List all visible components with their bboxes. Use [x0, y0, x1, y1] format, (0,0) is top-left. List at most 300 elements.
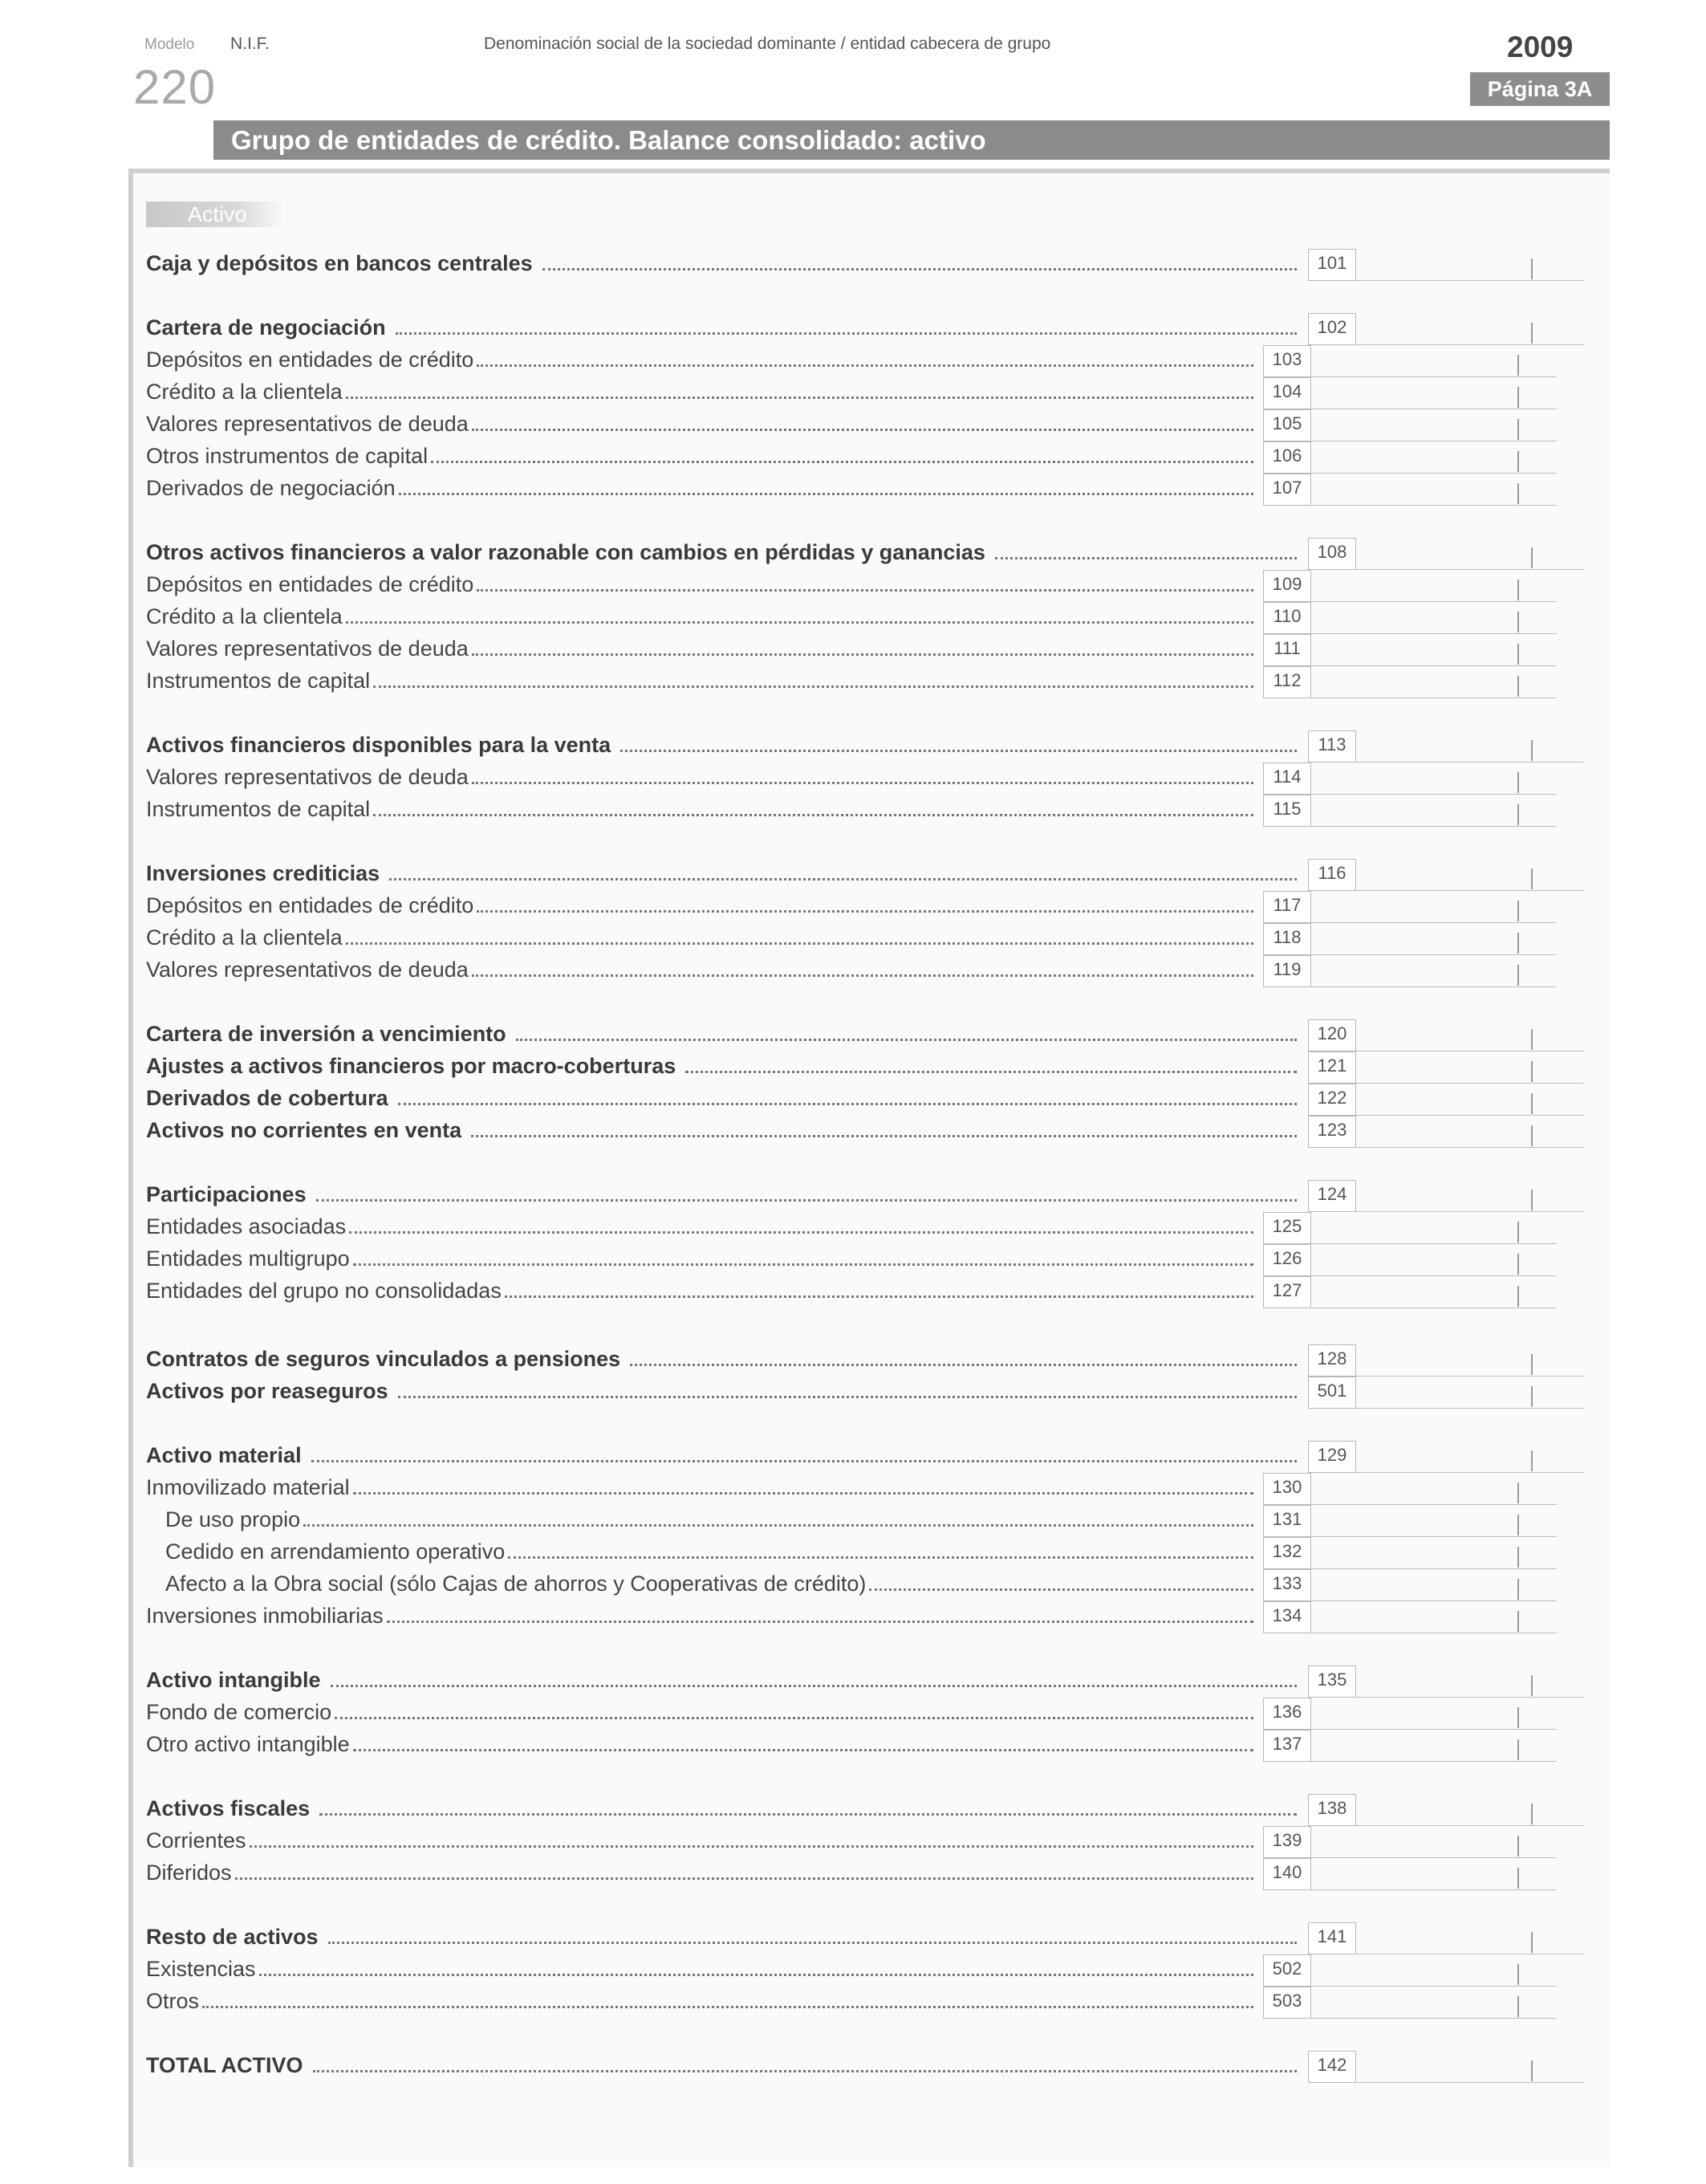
amount-field[interactable]: [1263, 955, 1302, 987]
amount-input-line[interactable]: [1355, 1376, 1584, 1377]
field-code: 106: [1263, 441, 1311, 474]
row-label: Resto de activos: [146, 1925, 319, 1949]
decimal-separator-mark: [1517, 772, 1519, 793]
row-label: Cedido en arrendamiento operativo: [165, 1539, 506, 1564]
field-code: 134: [1263, 1601, 1311, 1633]
amount-input-line[interactable]: [1310, 1761, 1557, 1762]
field-code: 120: [1308, 1019, 1356, 1051]
decimal-separator-mark: [1531, 1061, 1533, 1082]
row-label: Cartera de negociación: [146, 315, 386, 340]
modelo-label: Modelo: [144, 36, 195, 53]
row-label: Valores representativos de deuda: [146, 958, 469, 982]
row-label-wrap: [146, 1347, 1297, 1372]
row-label: Entidades asociadas: [146, 1214, 347, 1238]
row-label: Inversiones inmobiliarias: [146, 1604, 384, 1628]
decimal-separator-mark: [1517, 933, 1519, 954]
row-label-wrap: [146, 476, 1253, 501]
dot-leader: [316, 1199, 1297, 1202]
row-label: Depósitos en entidades de crédito: [146, 348, 474, 372]
amount-input-line[interactable]: [1355, 1697, 1584, 1698]
row-label-wrap: [146, 1247, 1253, 1271]
dot-leader: [431, 461, 1253, 463]
dot-leader: [508, 1556, 1253, 1559]
amount-field[interactable]: [1263, 345, 1302, 377]
dot-leader: [516, 1039, 1297, 1041]
amount-field[interactable]: [1263, 795, 1302, 827]
panel-top-border: [128, 169, 1610, 173]
row-label-wrap: [146, 444, 1253, 469]
row-label: TOTAL ACTIVO: [146, 2053, 303, 2077]
decimal-separator-mark: [1517, 1964, 1519, 1985]
amount-field[interactable]: [1263, 1244, 1302, 1276]
row-label: Depósitos en entidades de crédito: [146, 572, 474, 596]
field-code: 116: [1308, 859, 1356, 891]
field-code: 130: [1263, 1473, 1311, 1505]
amount-field[interactable]: [1308, 859, 1347, 891]
amount-field[interactable]: [1308, 1019, 1347, 1051]
amount-input-line[interactable]: [1310, 1857, 1557, 1858]
field-code: 124: [1308, 1180, 1356, 1212]
amount-field[interactable]: [1263, 634, 1301, 666]
field-code: 133: [1263, 1569, 1311, 1601]
decimal-separator-mark: [1517, 1836, 1519, 1857]
row-label: Cartera de inversión a vencimiento: [146, 1022, 506, 1046]
field-code: 123: [1308, 1116, 1356, 1148]
amount-input-line[interactable]: [1310, 954, 1557, 955]
amount-field[interactable]: [1263, 409, 1302, 441]
amount-field[interactable]: [1263, 1473, 1302, 1505]
row-label-wrap: [146, 412, 1253, 437]
field-code: 101: [1308, 249, 1356, 281]
row-label-wrap: [146, 572, 1253, 597]
amount-field[interactable]: [1263, 602, 1302, 634]
row-label-wrap: [146, 765, 1253, 790]
amount-field[interactable]: [1263, 1537, 1302, 1569]
dot-leader: [389, 878, 1297, 881]
amount-field[interactable]: [1263, 1987, 1302, 2019]
field-code: 109: [1263, 570, 1311, 602]
amount-input-line[interactable]: [1355, 1825, 1584, 1826]
amount-input-line[interactable]: [1310, 505, 1557, 506]
dot-leader: [311, 1460, 1297, 1462]
amount-input-line[interactable]: [1310, 1504, 1557, 1505]
row-label: Derivados de negociación: [146, 476, 396, 500]
page-title: Grupo de entidades de crédito. Balance consolidado: activo: [213, 120, 1610, 160]
field-code: 105: [1263, 409, 1311, 441]
field-code: 112: [1263, 666, 1311, 698]
field-code: 113: [1308, 730, 1356, 763]
row-label-wrap: [146, 1214, 1253, 1239]
amount-input-line[interactable]: [1355, 280, 1584, 281]
amount-field[interactable]: [1308, 249, 1347, 281]
amount-field[interactable]: [1263, 1212, 1302, 1244]
amount-input-line[interactable]: [1355, 1083, 1584, 1084]
dot-leader: [349, 1231, 1253, 1234]
row-label-wrap: [146, 1475, 1253, 1500]
decimal-separator-mark: [1531, 1190, 1533, 1210]
field-code: 503: [1263, 1987, 1311, 2019]
decimal-separator-mark: [1531, 1354, 1533, 1375]
decimal-separator-mark: [1531, 1029, 1533, 1050]
dot-leader: [202, 2006, 1253, 2008]
dot-leader: [542, 268, 1297, 270]
amount-input-line[interactable]: [1355, 1472, 1584, 1473]
decimal-separator-mark: [1531, 1450, 1533, 1471]
amount-input-line[interactable]: [1310, 794, 1557, 795]
dot-leader: [353, 1263, 1253, 1266]
dot-leader: [346, 621, 1253, 624]
field-code: 102: [1308, 313, 1356, 345]
row-label: Derivados de cobertura: [146, 1086, 388, 1110]
amount-input-line[interactable]: [1310, 633, 1557, 634]
dot-leader: [346, 397, 1253, 399]
field-code: 138: [1308, 1794, 1356, 1826]
decimal-separator-mark: [1517, 387, 1519, 408]
amount-input-line[interactable]: [1310, 473, 1557, 474]
amount-input-line[interactable]: [1355, 569, 1584, 570]
dot-leader: [398, 1103, 1297, 1105]
amount-field[interactable]: [1308, 1665, 1347, 1698]
row-label-wrap: [146, 1086, 1297, 1111]
amount-field[interactable]: [1308, 538, 1347, 570]
row-label-wrap: [146, 1507, 1253, 1532]
nif-label: N.I.F.: [230, 35, 270, 53]
dot-leader: [259, 1974, 1253, 1976]
row-label: Activo material: [146, 1443, 302, 1467]
field-code: 127: [1263, 1276, 1311, 1308]
decimal-separator-mark: [1531, 1386, 1533, 1407]
row-label: Fondo de comercio: [146, 1700, 332, 1724]
row-label: Inversiones crediticias: [146, 861, 380, 885]
row-label-wrap: [146, 1732, 1253, 1757]
amount-input-line[interactable]: [1355, 1211, 1584, 1212]
row-label-wrap: [146, 1118, 1297, 1143]
row-label-wrap: [146, 1279, 1253, 1303]
row-label-wrap: [146, 1925, 1297, 1950]
amount-input-line[interactable]: [1355, 2082, 1584, 2083]
field-code: 139: [1263, 1826, 1311, 1858]
amount-field[interactable]: [1308, 1116, 1347, 1148]
decimal-separator-mark: [1531, 323, 1533, 344]
amount-input-line[interactable]: [1310, 1986, 1557, 1987]
decimal-separator-mark: [1531, 258, 1533, 279]
amount-field[interactable]: [1308, 730, 1347, 763]
field-code: 108: [1308, 538, 1356, 570]
row-label-wrap: [146, 251, 1297, 276]
amount-field[interactable]: [1263, 1954, 1302, 1987]
row-label: Activos no corrientes en venta: [146, 1118, 462, 1142]
row-label: Activo intangible: [146, 1668, 321, 1692]
dot-leader: [398, 1396, 1297, 1398]
field-code: 115: [1263, 795, 1311, 827]
amount-input-line[interactable]: [1310, 1243, 1557, 1244]
amount-input-line[interactable]: [1310, 1568, 1557, 1569]
decimal-separator-mark: [1517, 1482, 1519, 1503]
field-code: 137: [1263, 1730, 1311, 1762]
decimal-separator-mark: [1517, 483, 1519, 504]
amount-field[interactable]: [1263, 1601, 1302, 1633]
amount-field[interactable]: [1263, 1276, 1302, 1308]
amount-field[interactable]: [1263, 1698, 1302, 1730]
amount-input-line[interactable]: [1310, 922, 1557, 923]
row-label-wrap: [146, 1989, 1253, 2014]
row-label-wrap: [146, 733, 1297, 758]
row-label: Depósitos en entidades de crédito: [146, 893, 474, 917]
dot-leader: [303, 1524, 1253, 1527]
amount-input-line[interactable]: [1310, 601, 1557, 602]
amount-field[interactable]: [1263, 923, 1302, 955]
amount-input-line[interactable]: [1310, 826, 1557, 827]
field-code: 501: [1308, 1377, 1356, 1409]
amount-field[interactable]: [1308, 1922, 1347, 1954]
amount-input-line[interactable]: [1310, 376, 1557, 377]
field-code: 136: [1263, 1698, 1311, 1730]
decimal-separator-mark: [1531, 547, 1533, 568]
field-code: 129: [1308, 1441, 1356, 1473]
amount-field[interactable]: [1308, 1084, 1347, 1116]
dot-leader: [373, 814, 1253, 816]
amount-input-line[interactable]: [1310, 2018, 1557, 2019]
row-label-wrap: [146, 315, 1297, 340]
section-label: Activo: [146, 201, 284, 227]
decimal-separator-mark: [1517, 1515, 1519, 1535]
dot-leader: [353, 1492, 1253, 1495]
row-label-wrap: [146, 1796, 1297, 1821]
decimal-separator-mark: [1531, 2060, 1533, 2081]
dot-leader: [346, 942, 1253, 945]
decimal-separator-mark: [1517, 676, 1519, 697]
decimal-separator-mark: [1517, 419, 1519, 440]
dot-leader: [620, 750, 1297, 752]
decimal-separator-mark: [1531, 1675, 1533, 1696]
dot-leader: [630, 1364, 1297, 1366]
row-label: Otros instrumentos de capital: [146, 444, 429, 468]
amount-input-line[interactable]: [1310, 1889, 1557, 1890]
decimal-separator-mark: [1517, 644, 1519, 665]
row-label: Crédito a la clientela: [146, 380, 343, 404]
amount-input-line[interactable]: [1310, 1600, 1557, 1601]
decimal-separator-mark: [1531, 1093, 1533, 1114]
amount-field[interactable]: [1263, 1569, 1302, 1601]
field-code: 131: [1263, 1505, 1311, 1537]
field-code: 119: [1263, 955, 1311, 987]
dot-leader: [472, 782, 1253, 784]
decimal-separator-mark: [1531, 740, 1533, 761]
row-label: Activos por reaseguros: [146, 1379, 388, 1403]
dot-leader: [319, 1813, 1297, 1816]
row-label: Valores representativos de deuda: [146, 412, 469, 436]
dot-leader: [505, 1295, 1253, 1298]
row-label-wrap: [146, 1182, 1297, 1207]
field-code: 114: [1263, 763, 1311, 795]
amount-field[interactable]: [1263, 1505, 1302, 1537]
amount-field[interactable]: [1263, 1858, 1302, 1890]
row-label-wrap: [146, 1668, 1297, 1693]
amount-field[interactable]: [1308, 1794, 1347, 1826]
dot-leader: [995, 557, 1297, 559]
amount-input-line[interactable]: [1355, 1408, 1584, 1409]
amount-field[interactable]: [1263, 763, 1302, 795]
decimal-separator-mark: [1517, 1286, 1519, 1307]
row-label-wrap: [146, 1604, 1253, 1629]
dot-leader: [477, 364, 1253, 367]
field-code: 126: [1263, 1244, 1311, 1276]
amount-input-line[interactable]: [1355, 890, 1584, 891]
decimal-separator-mark: [1531, 1804, 1533, 1824]
dot-leader: [335, 1717, 1253, 1719]
row-label-wrap: [146, 669, 1253, 693]
amount-field[interactable]: [1263, 377, 1302, 409]
decimal-separator-mark: [1531, 868, 1533, 889]
row-label: Inmovilizado material: [146, 1475, 350, 1499]
row-label: Activos fiscales: [146, 1796, 311, 1820]
amount-field[interactable]: [1308, 1180, 1347, 1212]
amount-field[interactable]: [1308, 1441, 1347, 1473]
row-label-wrap: [146, 540, 1297, 565]
decimal-separator-mark: [1517, 1707, 1519, 1728]
row-label: Afecto a la Obra social (sólo Cajas de ahorros y Cooperativas de crédito): [165, 1572, 867, 1596]
dot-leader: [331, 1685, 1297, 1687]
dot-leader: [472, 974, 1253, 977]
amount-field[interactable]: [1308, 2051, 1347, 2083]
amount-input-line[interactable]: [1355, 1115, 1584, 1116]
amount-field[interactable]: [1263, 891, 1302, 923]
amount-input-line[interactable]: [1355, 762, 1584, 763]
row-label-wrap: [146, 1700, 1253, 1725]
row-label-wrap: [146, 1539, 1253, 1564]
field-code: 103: [1263, 345, 1311, 377]
decimal-separator-mark: [1517, 1579, 1519, 1600]
dot-leader: [250, 1845, 1253, 1848]
row-label-wrap: [146, 1572, 1253, 1596]
dot-leader: [472, 429, 1253, 431]
amount-field[interactable]: [1263, 1730, 1302, 1762]
decimal-separator-mark: [1517, 965, 1519, 986]
amount-field[interactable]: [1308, 313, 1347, 345]
dot-leader: [399, 493, 1253, 495]
row-label-wrap: [146, 1957, 1253, 1982]
row-label: Otros activos financieros a valor razonable con cambios en pérdidas y ganancias: [146, 540, 985, 564]
page-badge: Página 3A: [1470, 72, 1610, 106]
row-label: Valores representativos de deuda: [146, 765, 469, 789]
decimal-separator-mark: [1517, 1222, 1519, 1242]
field-code: 107: [1263, 474, 1311, 506]
amount-field[interactable]: [1308, 1344, 1347, 1377]
field-code: 121: [1308, 1051, 1356, 1084]
row-label: Entidades del grupo no consolidadas: [146, 1279, 502, 1303]
amount-input-line[interactable]: [1355, 1147, 1584, 1148]
row-label: Existencias: [146, 1957, 256, 1981]
dot-leader: [685, 1071, 1297, 1073]
field-code: 125: [1263, 1212, 1311, 1244]
amount-input-line[interactable]: [1310, 1729, 1557, 1730]
row-label-wrap: [146, 1054, 1297, 1079]
row-label: Participaciones: [146, 1182, 307, 1206]
amount-field[interactable]: [1263, 570, 1302, 602]
row-label-wrap: [146, 861, 1297, 886]
decimal-separator-mark: [1517, 580, 1519, 600]
row-label-wrap: [146, 1828, 1253, 1853]
decimal-separator-mark: [1517, 1547, 1519, 1568]
field-code: 132: [1263, 1537, 1311, 1569]
decimal-separator-mark: [1517, 451, 1519, 472]
decimal-separator-mark: [1517, 1996, 1519, 2017]
row-label: Instrumentos de capital: [146, 797, 371, 821]
modelo-number: 220: [133, 60, 217, 114]
row-label: Activos financieros disponibles para la venta: [146, 733, 611, 757]
row-label-wrap: [146, 636, 1253, 661]
row-label-wrap: [146, 1022, 1297, 1047]
amount-input-line[interactable]: [1355, 344, 1584, 345]
field-code: 104: [1263, 377, 1311, 409]
decimal-separator-mark: [1517, 804, 1519, 825]
dot-leader: [235, 1877, 1253, 1880]
year-label: 2009: [1507, 31, 1574, 63]
amount-field[interactable]: [1263, 1826, 1302, 1858]
row-label: Crédito a la clientela: [146, 604, 343, 628]
dot-leader: [471, 1135, 1297, 1137]
amount-field[interactable]: [1263, 666, 1302, 698]
row-label-wrap: [146, 925, 1253, 950]
field-code: 135: [1308, 1665, 1356, 1698]
amount-input-line[interactable]: [1310, 665, 1557, 666]
amount-field[interactable]: [1263, 441, 1302, 474]
amount-field[interactable]: [1263, 474, 1302, 506]
row-label: Diferidos: [146, 1861, 232, 1885]
field-code: 118: [1263, 923, 1311, 955]
decimal-separator-mark: [1517, 1739, 1519, 1760]
amount-input-line[interactable]: [1310, 1536, 1557, 1537]
amount-input-line[interactable]: [1310, 1275, 1557, 1276]
row-label-wrap: [146, 348, 1253, 372]
row-label: Crédito a la clientela: [146, 925, 343, 950]
field-code: 110: [1263, 602, 1311, 634]
field-code: 111: [1263, 634, 1311, 666]
row-label-wrap: [146, 2053, 1297, 2078]
dot-leader: [396, 332, 1297, 335]
dot-leader: [869, 1588, 1253, 1591]
dot-leader: [477, 589, 1253, 592]
row-label: Contratos de seguros vinculados a pensiones: [146, 1347, 621, 1371]
row-label-wrap: [146, 1443, 1297, 1468]
row-label-wrap: [146, 1861, 1253, 1885]
dot-leader: [353, 1749, 1253, 1751]
row-label-wrap: [146, 380, 1253, 405]
decimal-separator-mark: [1517, 1868, 1519, 1889]
amount-field[interactable]: [1308, 1051, 1347, 1084]
dot-leader: [387, 1621, 1253, 1623]
dot-leader: [472, 653, 1253, 656]
dot-leader: [373, 685, 1253, 688]
row-label: Valores representativos de deuda: [146, 636, 469, 661]
row-label-wrap: [146, 604, 1253, 629]
amount-input-line[interactable]: [1310, 697, 1557, 698]
amount-input-line[interactable]: [1310, 986, 1557, 987]
row-label: Otros: [146, 1989, 200, 2013]
row-label-wrap: [146, 797, 1253, 822]
dot-leader: [477, 910, 1253, 913]
field-code: 122: [1308, 1084, 1356, 1116]
dot-leader: [328, 1942, 1297, 1944]
amount-field[interactable]: [1308, 1377, 1347, 1409]
field-code: 502: [1263, 1954, 1311, 1987]
decimal-separator-mark: [1517, 1254, 1519, 1275]
row-label-wrap: [146, 1379, 1297, 1404]
row-label: De uso propio: [165, 1507, 301, 1531]
denominacion-label: Denominación social de la sociedad dominante / entidad cabecera de grupo: [484, 35, 1051, 53]
field-code: 142: [1308, 2051, 1356, 2083]
field-code: 128: [1308, 1344, 1356, 1377]
